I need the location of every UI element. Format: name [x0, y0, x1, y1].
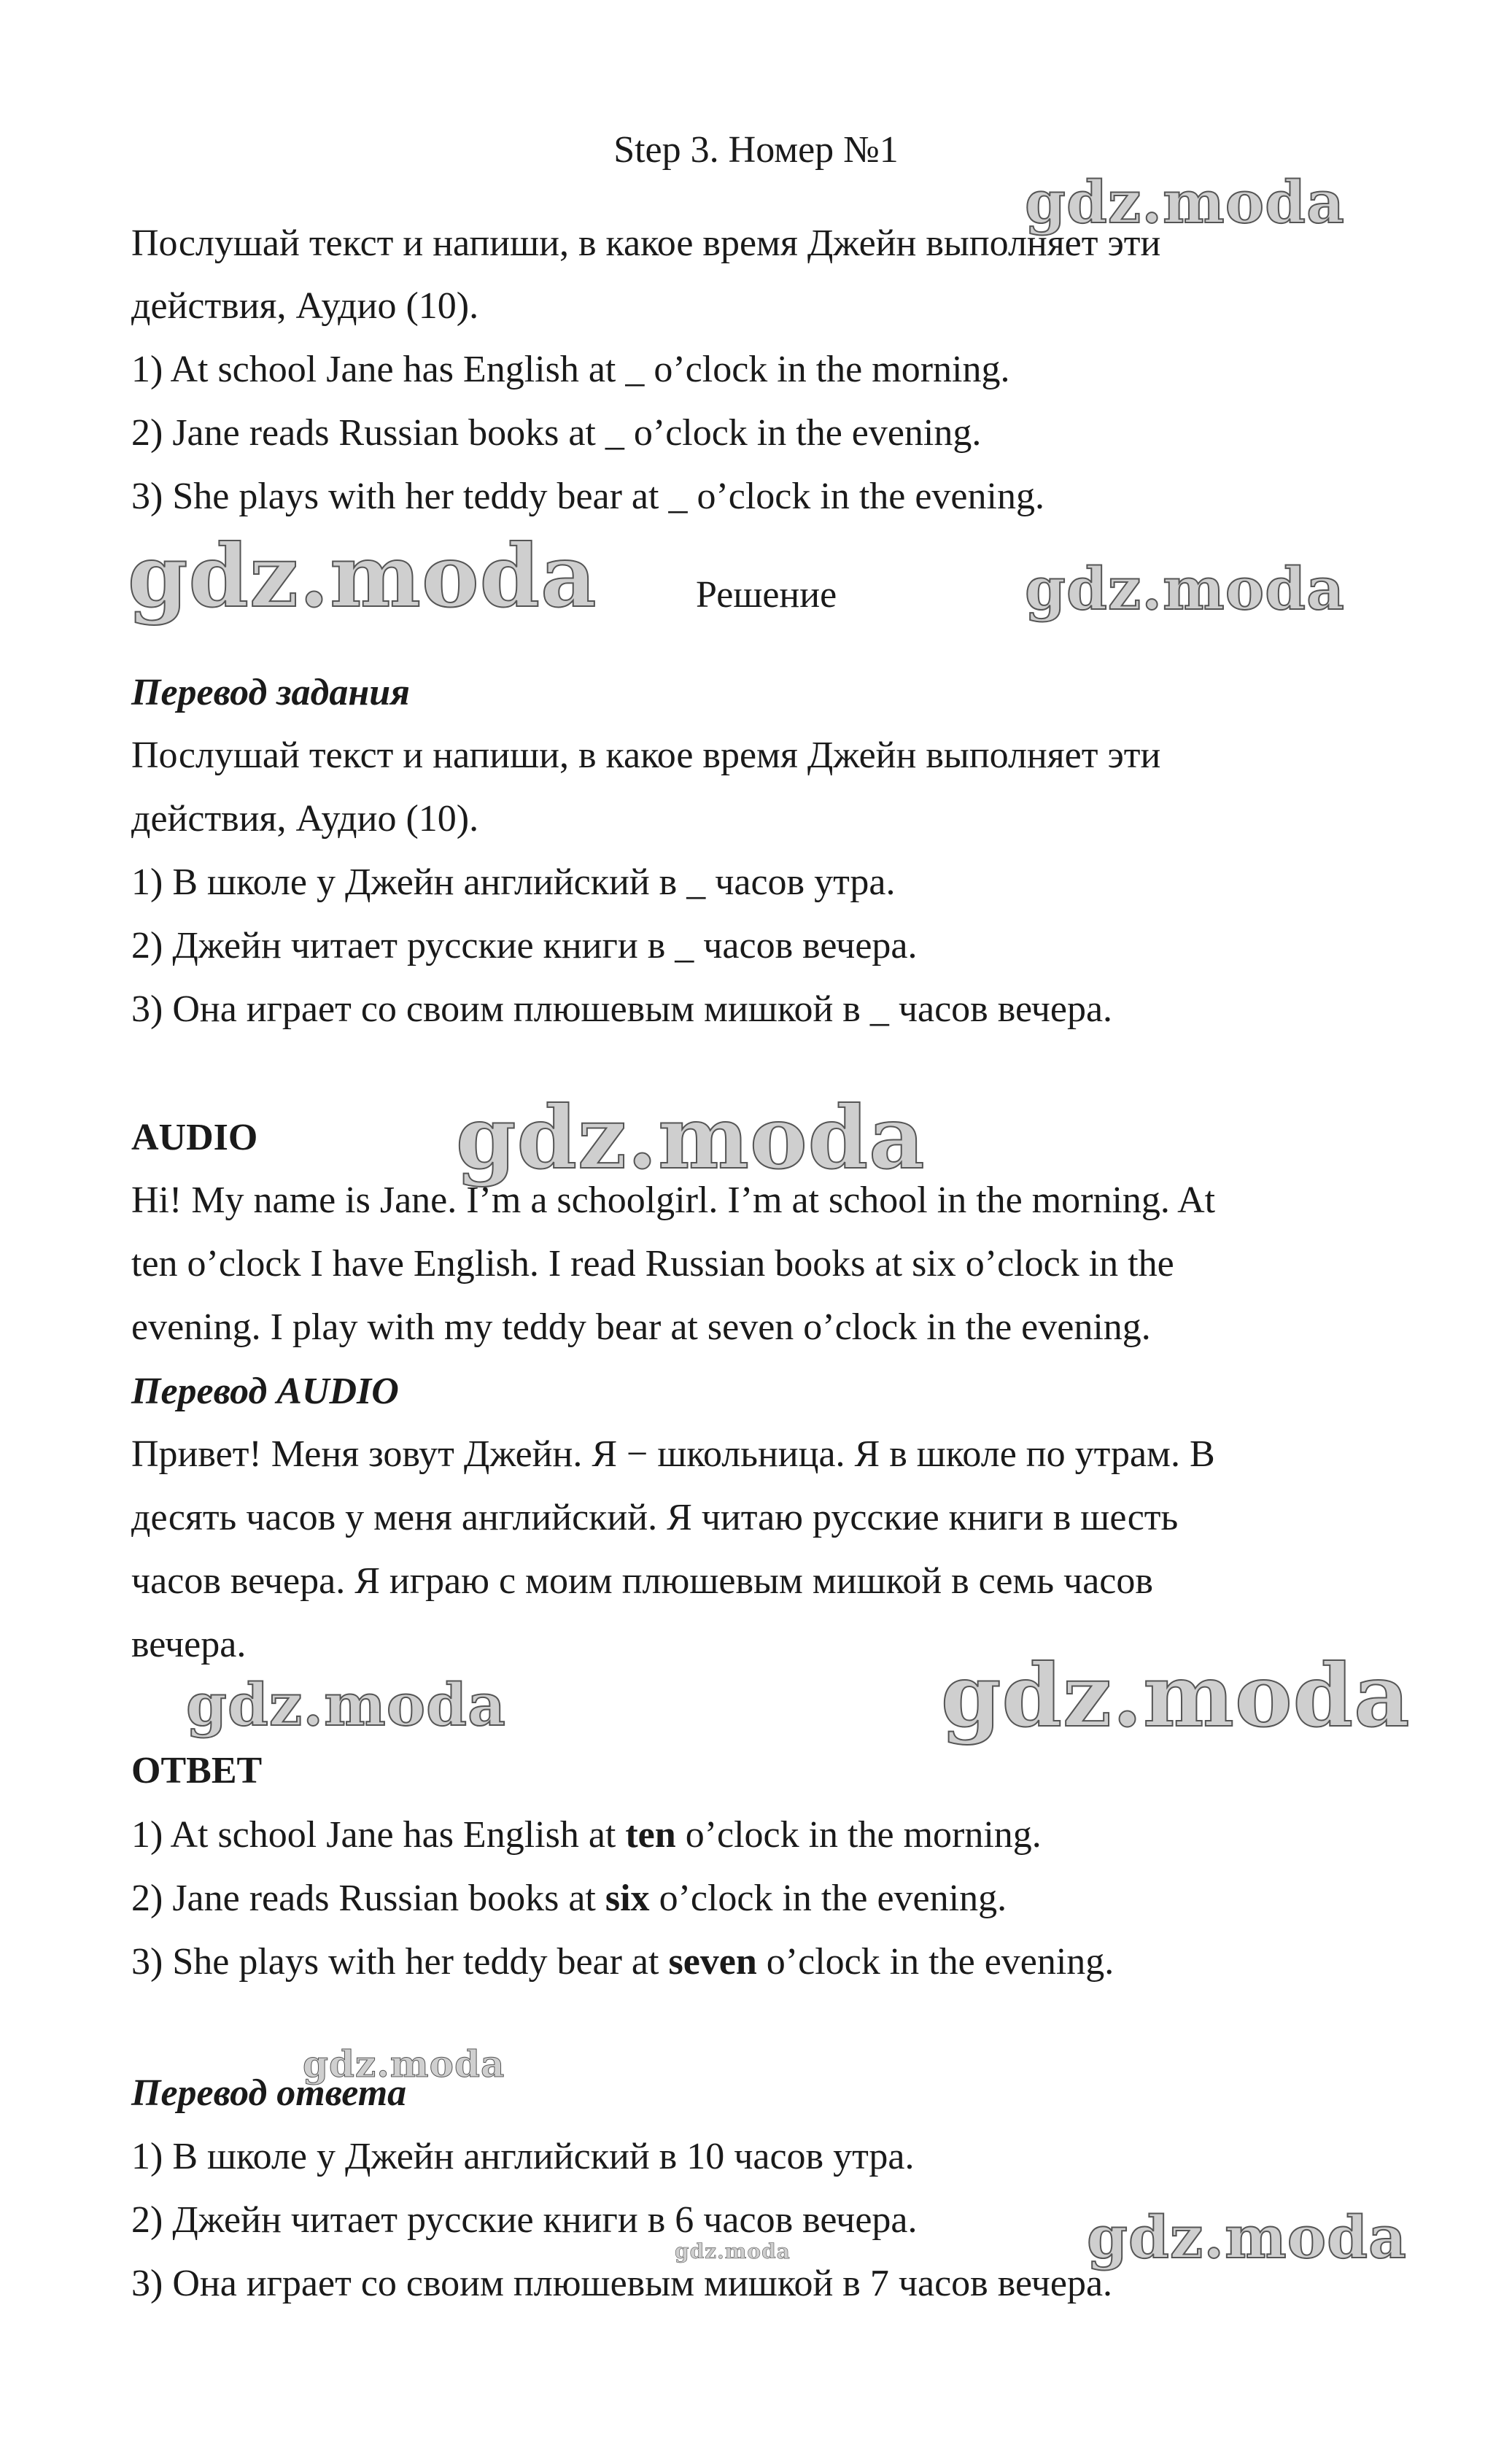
translation-task-line: Послушай текст и напиши, в какое время Джейн выполняет эти — [131, 735, 1161, 776]
answer-text: 1) At school Jane has English at — [131, 1814, 626, 1856]
answer-heading: ОТВЕТ — [131, 1750, 263, 1791]
answer-text: 3) She plays with her teddy bear at — [131, 1941, 669, 1983]
answer-value: seven — [668, 1941, 757, 1983]
task-line: 1) At school Jane has English at _ o’clock in the morning. — [131, 349, 1010, 390]
watermark-logo: gdz.moda — [1025, 554, 1345, 623]
audio-translation-line: часов вечера. Я играю с моим плюшевым мишкой в семь часов — [131, 1560, 1153, 1602]
watermark-logo: gdz.moda — [303, 2042, 505, 2085]
page-title: Step 3. Номер №1 — [613, 129, 899, 171]
answer-text: o’clock in the evening. — [649, 1878, 1007, 1919]
translation-task-heading: Перевод задания — [131, 672, 410, 713]
audio-translation-line: десять часов у меня английский. Я читаю русские книги в шесть — [131, 1497, 1179, 1538]
watermark-logo: gdz.moda — [1025, 168, 1345, 236]
translation-task-line: 1) В школе у Джейн английский в _ часов утра. — [131, 861, 896, 903]
watermark-logo: gdz.moda — [1087, 2203, 1407, 2271]
answer-value: ten — [625, 1814, 676, 1856]
audio-line: evening. I play with my teddy bear at seven o’clock in the evening. — [131, 1306, 1151, 1348]
audio-translation-line: вечера. — [131, 1624, 247, 1665]
answer-text: 2) Jane reads Russian books at — [131, 1878, 605, 1919]
audio-line: ten o’clock I have English. I read Russian books at six o’clock in the — [131, 1243, 1174, 1285]
task-line: действия, Аудио (10). — [131, 285, 479, 327]
watermark-logo: gdz.moda — [456, 1087, 926, 1188]
watermark-logo: gdz.moda — [186, 1670, 506, 1739]
answer-line — [131, 1813, 1042, 1857]
task-line: 3) She plays with her teddy bear at _ o’clock in the evening. — [131, 476, 1044, 517]
audio-line: Hi! My name is Jane. I’m a schoolgirl. I’m at school in the morning. At — [131, 1179, 1216, 1221]
answer-line — [131, 1940, 1114, 1984]
answer-translation-line: 1) В школе у Джейн английский в 10 часов утра. — [131, 2136, 915, 2177]
watermark-logo: gdz.moda — [675, 2239, 791, 2263]
watermark-logo: gdz.moda — [941, 1645, 1411, 1746]
task-line: 2) Jane reads Russian books at _ o’clock in the evening. — [131, 412, 982, 454]
audio-heading: AUDIO — [131, 1117, 258, 1158]
audio-translation-heading: Перевод AUDIO — [131, 1371, 399, 1412]
answer-line — [131, 1877, 1007, 1921]
answer-value: six — [605, 1878, 650, 1919]
audio-translation-line: Привет! Меня зовут Джейн. Я − школьница. Я в школе по утрам. В — [131, 1433, 1215, 1475]
answer-text: o’clock in the morning. — [675, 1814, 1042, 1856]
answer-translation-line: 2) Джейн читает русские книги в 6 часов вечера. — [131, 2199, 918, 2241]
answer-translation-line: 3) Она играет со своим плюшевым мишкой в 7 часов вечера. — [131, 2263, 1113, 2304]
task-line: Послушай текст и напиши, в какое время Джейн выполняет эти — [131, 222, 1161, 264]
answer-text: o’clock in the evening. — [756, 1941, 1114, 1983]
translation-task-line: действия, Аудио (10). — [131, 798, 479, 840]
answer-translation-heading: Перевод ответа — [131, 2072, 407, 2114]
translation-task-line: 3) Она играет со своим плюшевым мишкой в _ часов вечера. — [131, 988, 1113, 1030]
solution-label: Решение — [696, 574, 837, 616]
translation-task-line: 2) Джейн читает русские книги в _ часов вечера. — [131, 925, 918, 966]
watermark-logo: gdz.moda — [128, 525, 597, 627]
